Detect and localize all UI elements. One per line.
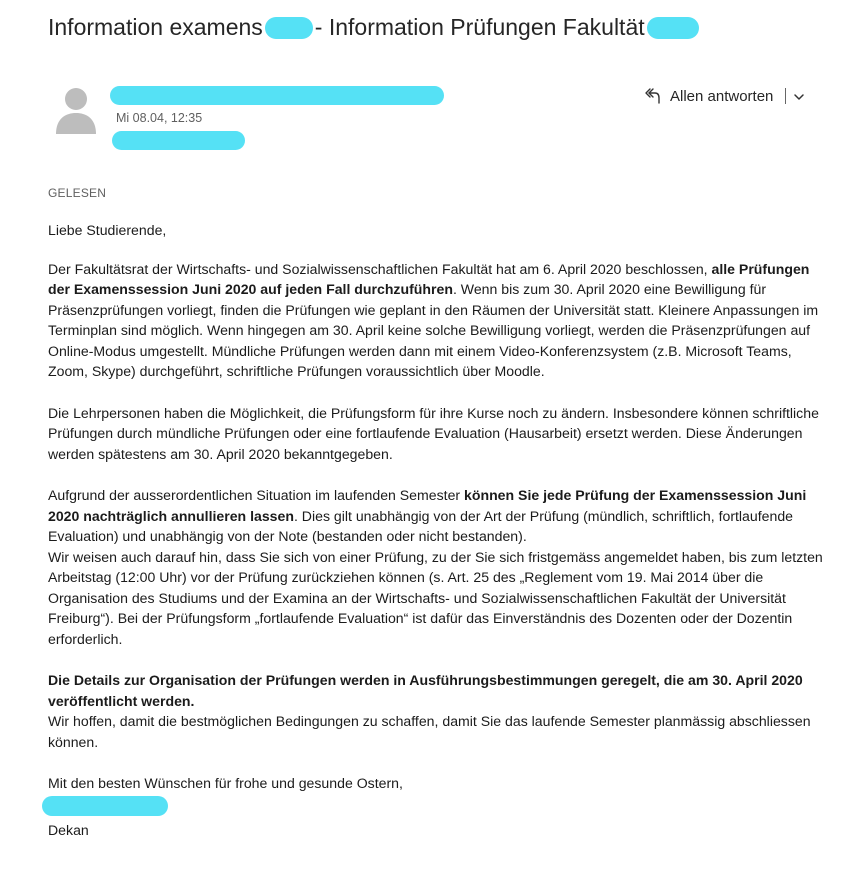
paragraph-3 <box>48 485 828 649</box>
sent-date: Mi 08.04, 12:35 <box>116 111 203 125</box>
paragraph-2: Die Lehrpersonen haben die Möglichkeit, die Prüfungsform für ihre Kurse noch zu ändern. Insbesondere können schriftliche Prüfungen durch mündliche Prüfungen oder eine fortlaufende Evaluation (Hausarbeit) ersetzt werden. Diese Änderungen werden spätestens am 30. April 2020 bekanntgegeben. <box>48 404 819 462</box>
signature-title: Dekan <box>48 821 89 838</box>
reply-all-icon <box>644 87 662 105</box>
recipient-redaction[interactable] <box>112 131 245 150</box>
p4-bold: Die Details zur Organisation der Prüfungen werden in Ausführungsbestimmungen geregelt, die am 30. April 2020 veröffentlicht werden. <box>48 672 803 709</box>
subject-part-1: Information examens <box>48 14 263 40</box>
reply-divider <box>785 88 786 104</box>
email-subject <box>48 14 699 41</box>
p1-text-a: Der Fakultätsrat der Wirtschafts- und Sozialwissenschaftlichen Fakultät hat am 6. April 2020 beschlossen, <box>48 260 712 277</box>
p3-bold: können Sie jede Prüfung der Examenssession Juni 2020 nachträglich annullieren lassen <box>48 487 807 524</box>
chevron-down-icon[interactable] <box>793 90 805 102</box>
greeting: Liebe Studierende, <box>48 222 167 238</box>
reply-all-label: Allen antworten <box>670 87 774 105</box>
p3-text-c: . Dies gilt unabhängig von der Art der Prüfung (mündlich, schriftlich, fortlaufende Evaluation) und unabhängig von der Note (bestanden oder nicht bestanden). <box>48 507 794 544</box>
p3-text-d: Wir weisen auch darauf hin, dass Sie sich von einer Prüfung, zu der Sie sich fristgemäss angemeldet haben, bis zum letzten Arbeitstag (12:00 Uhr) vor der Prüfung zurückziehen können (s. Art. 25 des „Reglement vom 19. Mai 2014 über die Organisation des Studiums und der Examina an der Wirtschafts- und Sozialwissenschaftlichen Fakultät der Universität Freiburg“). Bei der Prüfungsform „fortlaufende Evaluation“ ist dafür das Einverständnis des Dozenten oder der Dozentin erforderlich. <box>48 548 823 647</box>
p1-text-c: . Wenn bis zum 30. April 2020 eine Bewilligung für Präsenzprüfungen vorliegt, finden die Prüfungen wie geplant in den Räumen der Universität statt. Kleinere Anpassungen im Terminplan sind möglich. Wenn hingegen am 30. April keine solche Bewilligung vorliegt, werden die Präsenzprüfungen auf Online-Modus umgestellt. Mündliche Prüfungen werden dann mit einem Video-Konferenzsystem (z.B. Microsoft Teams, Zoom, Skype) durchgeführt, schriftliche Prüfungen voraussichtlich über Moodle. <box>48 281 819 379</box>
signature-name-redaction <box>42 796 168 816</box>
paragraph-1 <box>48 259 828 382</box>
reply-all-button[interactable] <box>644 85 805 107</box>
sender-name-redaction[interactable] <box>110 86 444 105</box>
person-avatar-icon[interactable] <box>50 84 102 136</box>
paragraph-4 <box>48 670 828 752</box>
closing: Mit den besten Wünschen für frohe und gesunde Ostern, <box>48 775 403 791</box>
p4-text: Wir hoffen, damit die bestmöglichen Bedingungen zu schaffen, damit Sie das laufende Semester planmässig abschliessen können. <box>48 713 811 750</box>
subject-redaction-2 <box>647 17 699 39</box>
subject-redaction-1 <box>265 17 313 39</box>
message-body <box>48 220 828 840</box>
subject-part-2: - Information Prüfungen Fakultät <box>314 14 645 40</box>
p1-bold: alle Prüfungen der Examenssession Juni 2020 auf jeden Fall durchzuführen <box>48 260 810 297</box>
p3-text-a: Aufgrund der ausserordentlichen Situation im laufenden Semester <box>48 487 465 503</box>
read-status: GELESEN <box>48 186 107 200</box>
